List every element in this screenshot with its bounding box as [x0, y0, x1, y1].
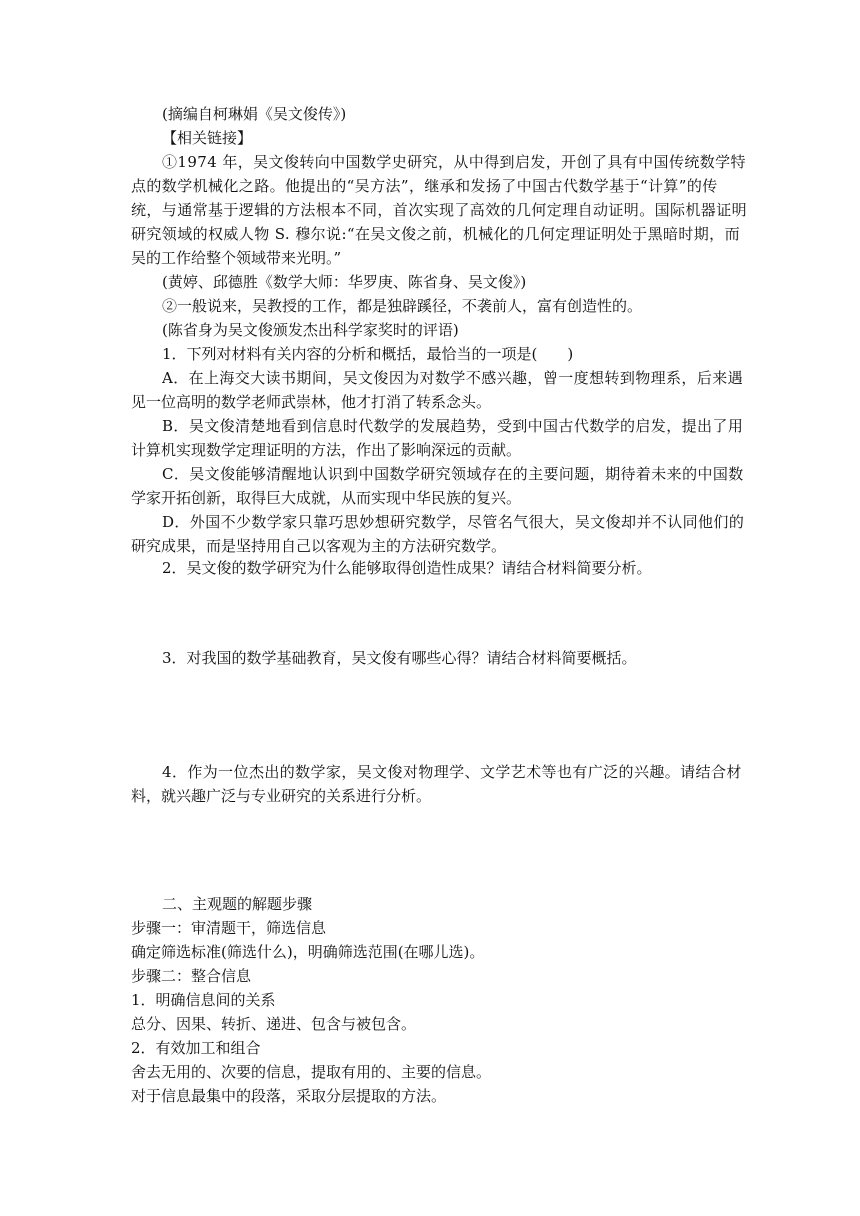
question-2: 2．吴文俊的数学研究为什么能够取得创造性成果？请结合材料简要分析。 — [162, 559, 652, 577]
question-4: 4．作为一位杰出的数学家，吴文俊对物理学、文学艺术等也有广泛的兴趣。请结合材 — [162, 763, 742, 781]
link1-line: ①1974 年，吴文俊转向中国数学史研究，从中得到启发，开创了具有中国传统数学特 — [162, 153, 746, 171]
step-2-title: 步骤二：整合信息 — [131, 967, 252, 985]
option-b: B．吴文俊清楚地看到信息时代数学的发展趋势，受到中国古代数学的启发，提出了用 — [162, 417, 744, 435]
substep-1-text: 总分、因果、转折、递进、包含与被包含。 — [131, 1015, 417, 1033]
link2-source: (陈省身为吴文俊颁发杰出科学家奖时的评语) — [162, 321, 459, 339]
step-1-text: 确定筛选标准(筛选什么)，明确筛选范围(在哪儿选)。 — [131, 943, 485, 961]
source-note: (摘编自柯琳娟《吴文俊传》) — [162, 105, 347, 123]
substep-2-text: 舍去无用的、次要的信息，提取有用的、主要的信息。 — [131, 1063, 492, 1081]
link1-line: 统，与通常基于逻辑的方法根本不同，首次实现了高效的几何定理自动证明。国际机器证明 — [131, 201, 748, 219]
option-c-cont: 学家开拓创新，取得巨大成就，从而实现中华民族的复兴。 — [131, 489, 522, 507]
option-b-cont: 计算机实现数学定理证明的方法，作出了影响深远的贡献。 — [131, 441, 522, 459]
link1-line: 点的数学机械化之路。他提出的“吴方法”，继承和发扬了中国古代数学基于“计算”的传 — [131, 177, 718, 195]
option-d-cont: 研究成果，而是坚持用自己以客观为主的方法研究数学。 — [131, 537, 507, 555]
option-d: D．外国不少数学家只靠巧思妙想研究数学，尽管名气很大，吴文俊却并不认同他们的 — [162, 513, 745, 531]
link1-line: 研究领域的权威人物 S. 穆尔说:“在吴文俊之前，机械化的几何定理证明处于黑暗时期，而 — [131, 225, 740, 243]
option-a-cont: 见一位高明的数学老师武崇林，他才打消了转系念头。 — [131, 393, 492, 411]
question-1-stem: 1．下列对材料有关内容的分析和概括，最恰当的一项是( ) — [162, 345, 574, 363]
link2-text: ②一般说来，吴教授的工作，都是独辟蹊径，不袭前人，富有创造性的。 — [162, 297, 643, 315]
section-2-title: 二、主观题的解题步骤 — [162, 895, 313, 913]
question-3: 3．对我国的数学基础教育，吴文俊有哪些心得？请结合材料简要概括。 — [162, 649, 637, 667]
option-a: A．在上海交大读书期间，吴文俊因为对数学不感兴趣，曾一度想转到物理系，后来遇 — [162, 369, 744, 387]
related-links-heading: 【相关链接】 — [162, 129, 253, 147]
substep-1-title: 1．明确信息间的关系 — [131, 991, 276, 1009]
substep-2-title: 2．有效加工和组合 — [131, 1039, 261, 1057]
step-1-title: 步骤一：审清题干，筛选信息 — [131, 919, 327, 937]
link1-line: 吴的工作给整个领域带来光明。” — [131, 249, 342, 267]
question-4-cont: 料，就兴趣广泛与专业研究的关系进行分析。 — [131, 787, 432, 805]
link1-source: (黄婷、邱德胜《数学大师：华罗庚、陈省身、吴文俊》) — [162, 273, 527, 291]
option-c: C．吴文俊能够清醒地认识到中国数学研究领域存在的主要问题，期待着未来的中国数 — [162, 465, 744, 483]
substep-2-text: 对于信息最集中的段落，采取分层提取的方法。 — [131, 1087, 447, 1105]
